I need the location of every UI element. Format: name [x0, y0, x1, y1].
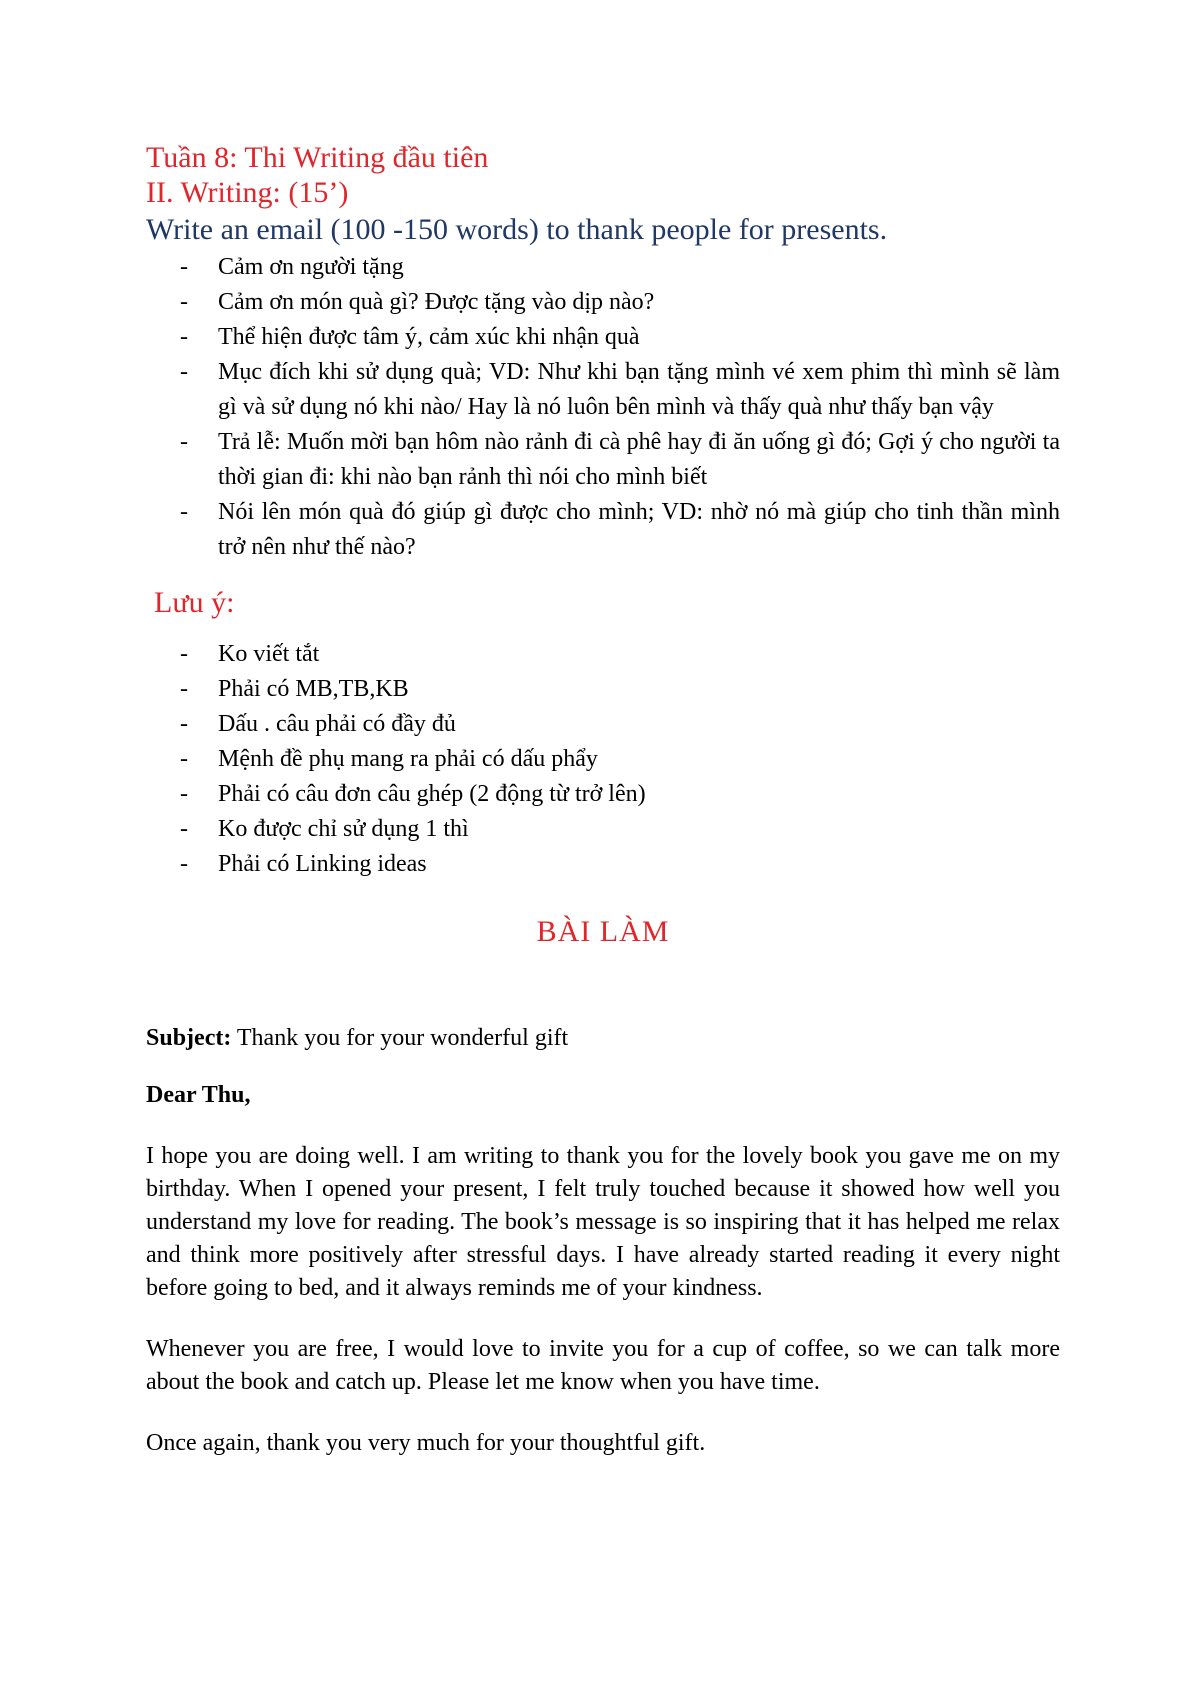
- list-item: - Cảm ơn người tặng: [218, 250, 1060, 285]
- subject-label: Subject:: [146, 1025, 232, 1051]
- email-paragraph: Once again, thank you very much for your thoughtful gift.: [146, 1430, 706, 1456]
- list-item: - Mục đích khi sử dụng quà; VD: Như khi bạn tặng mình vé xem phim thì mình sẽ làm gì và sử dụng nó khi nào/ Hay là nó luôn bên mình và thấy quà như thấy bạn vậy: [218, 355, 1060, 425]
- notes-list: [146, 637, 1060, 882]
- list-item: - Phải có Linking ideas: [218, 847, 1060, 882]
- email-body: [146, 1022, 1060, 1460]
- subject-text: Thank you for your wonderful gift: [231, 1025, 569, 1051]
- list-item: - Ko viết tắt: [218, 637, 1060, 672]
- answer-heading: BÀI LÀM: [536, 915, 670, 948]
- list-item: - Trả lễ: Muốn mời bạn hôm nào rảnh đi cà phê hay đi ăn uống gì đó; Gợi ý cho người ta thời gian đi: khi nào bạn rảnh thì nói cho mình biết: [218, 425, 1060, 495]
- list-item: - Mệnh đề phụ mang ra phải có dấu phẩy: [218, 742, 1060, 777]
- document-page: [146, 140, 1060, 1460]
- list-item: - Thể hiện được tâm ý, cảm xúc khi nhận quà: [218, 320, 1060, 355]
- list-item: - Dấu . câu phải có đầy đủ: [218, 707, 1060, 742]
- email-paragraph: Whenever you are free, I would love to invite you for a cup of coffee, so we can talk more about the book and catch up. Please let me know when you have time.: [146, 1336, 1060, 1395]
- page-title: Tuần 8: Thi Writing đầu tiên: [146, 141, 489, 174]
- email-paragraph: I hope you are doing well. I am writing to thank you for the lovely book you gave me on my birthday. When I opened your present, I felt truly touched because it showed how well you understand my love for reading. The book’s message is so inspiring that it has helped me relax and think more positively after stressful days. I have already started reading it every night before going to bed, and it always reminds me of your kindness.: [146, 1143, 1060, 1301]
- email-subject: [146, 1022, 1060, 1055]
- requirements-list: [146, 250, 1060, 565]
- section-heading: II. Writing: (15’): [146, 176, 349, 209]
- email-greeting: [146, 1079, 1060, 1112]
- writing-prompt: Write an email (100 -150 words) to thank people for presents.: [146, 213, 888, 246]
- greeting-text: Dear Thu,: [146, 1082, 251, 1108]
- list-item: - Phải có câu đơn câu ghép (2 động từ trở lên): [218, 777, 1060, 812]
- note-heading: Lưu ý:: [154, 586, 235, 619]
- list-item: - Nói lên món quà đó giúp gì được cho mình; VD: nhờ nó mà giúp cho tinh thần mình trở nên như thế nào?: [218, 495, 1060, 565]
- list-item: - Ko được chỉ sử dụng 1 thì: [218, 812, 1060, 847]
- list-item: - Phải có MB,TB,KB: [218, 672, 1060, 707]
- list-item: - Cảm ơn món quà gì? Được tặng vào dịp nào?: [218, 285, 1060, 320]
